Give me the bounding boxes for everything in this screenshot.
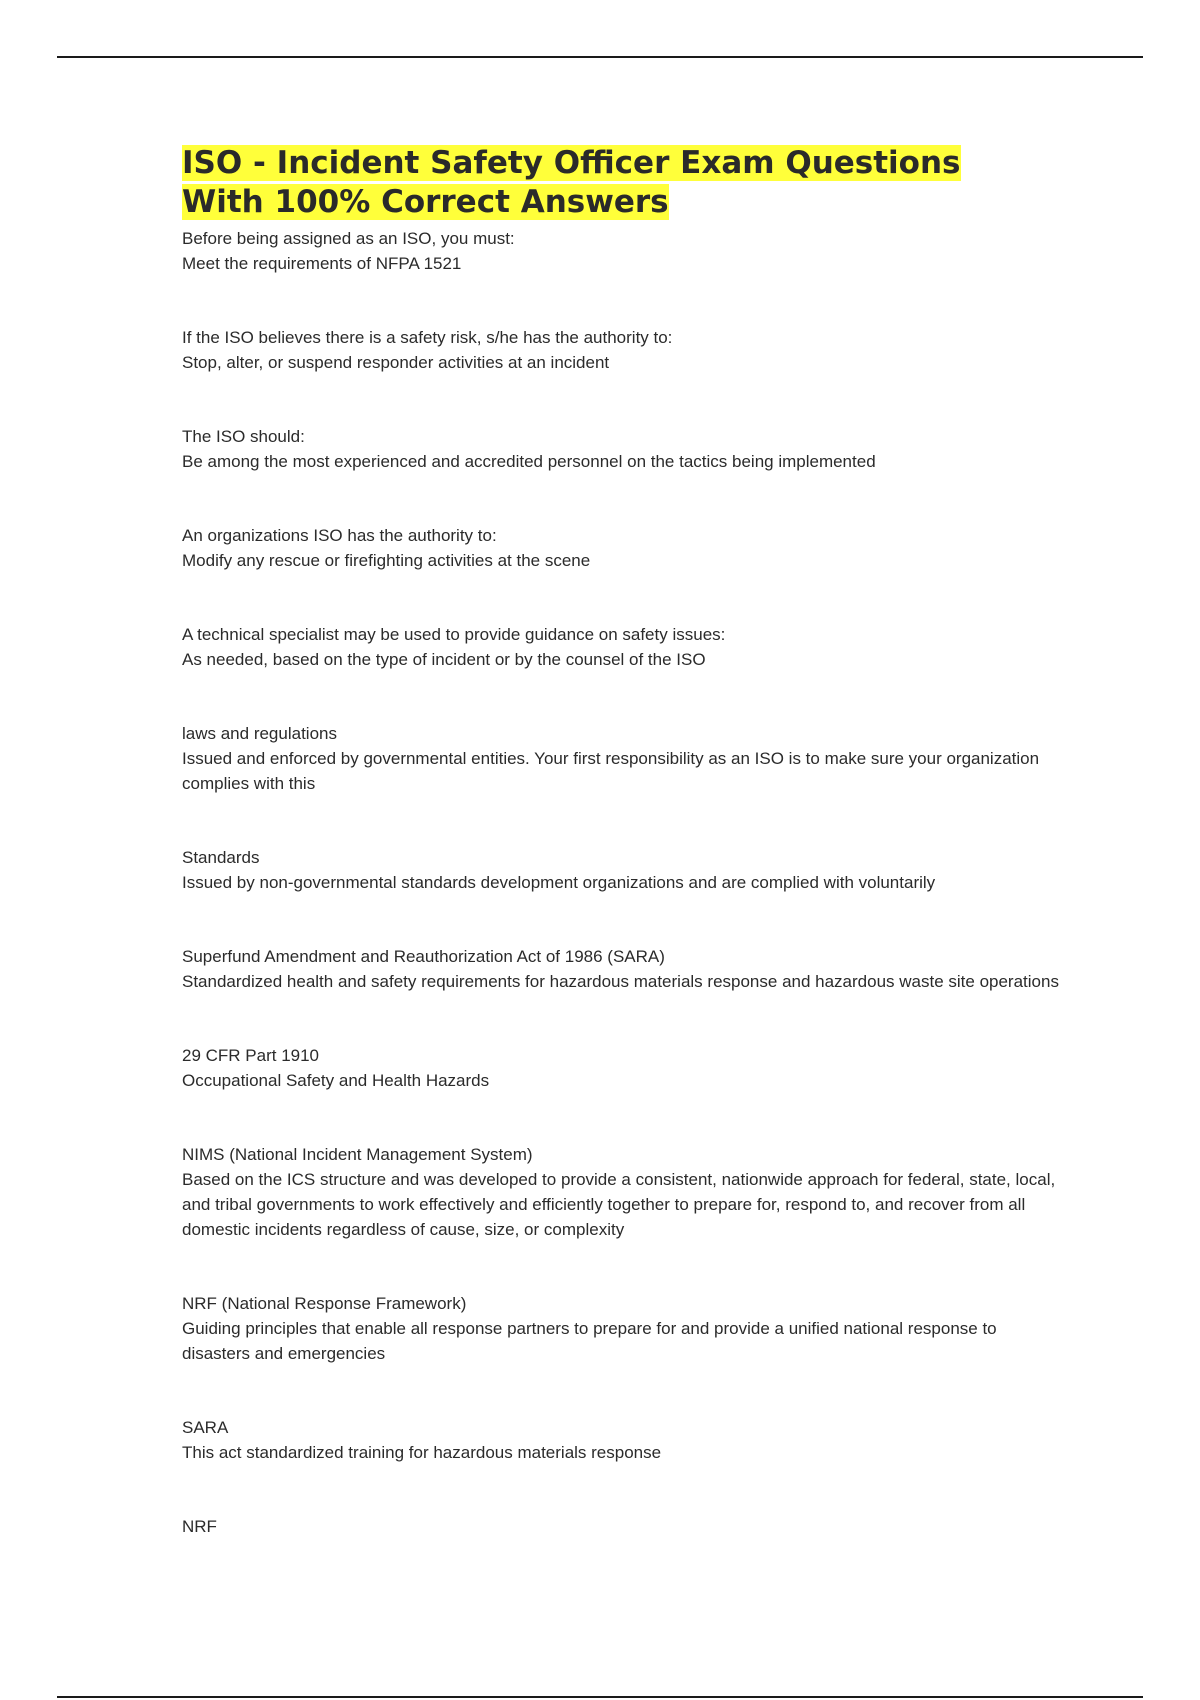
answer-text: Standardized health and safety requirements for hazardous materials response and hazardous waste site operations xyxy=(182,972,1059,991)
qa-item xyxy=(182,1291,1062,1366)
qa-item xyxy=(182,845,1062,895)
qa-item xyxy=(182,721,1062,796)
qa-item xyxy=(182,1415,1062,1465)
answer-text: Issued and enforced by governmental entities. Your first responsibility as an ISO is to make sure your organization complies with this xyxy=(182,749,1040,793)
question-text: The ISO should: xyxy=(182,427,305,446)
question-text: SARA xyxy=(182,1418,229,1437)
answer-text: Issued by non-governmental standards development organizations and are complied with voluntarily xyxy=(182,873,936,892)
qa-item xyxy=(182,944,1062,994)
answer-text: Modify any rescue or firefighting activities at the scene xyxy=(182,551,591,570)
qa-item xyxy=(182,1514,1062,1539)
question-text: Standards xyxy=(182,848,260,867)
question-text: If the ISO believes there is a safety risk, s/he has the authority to: xyxy=(182,328,673,347)
document-title xyxy=(182,144,1062,222)
header-rule xyxy=(57,56,1143,58)
title-line-2: With 100% Correct Answers xyxy=(182,184,669,220)
answer-text: As needed, based on the type of incident or by the counsel of the ISO xyxy=(182,650,706,669)
qa-item xyxy=(182,523,1062,573)
question-text: NRF (National Response Framework) xyxy=(182,1294,467,1313)
question-text: A technical specialist may be used to provide guidance on safety issues: xyxy=(182,625,726,644)
answer-text: Meet the requirements of NFPA 1521 xyxy=(182,254,462,273)
question-text: NRF xyxy=(182,1517,217,1536)
qa-item xyxy=(182,226,1062,276)
answer-text: Occupational Safety and Health Hazards xyxy=(182,1071,490,1090)
answer-text: Stop, alter, or suspend responder activities at an incident xyxy=(182,353,610,372)
qa-item xyxy=(182,1043,1062,1093)
qa-item xyxy=(182,622,1062,672)
question-text: laws and regulations xyxy=(182,724,337,743)
question-text: 29 CFR Part 1910 xyxy=(182,1046,320,1065)
document-body xyxy=(182,144,1062,1588)
title-line-1: ISO - Incident Safety Officer Exam Questions xyxy=(182,145,961,181)
answer-text: This act standardized training for hazardous materials response xyxy=(182,1443,662,1462)
question-text: NIMS (National Incident Management System) xyxy=(182,1145,533,1164)
footer-rule xyxy=(57,1696,1143,1698)
answer-text: Be among the most experienced and accredited personnel on the tactics being implemented xyxy=(182,452,876,471)
qa-item xyxy=(182,325,1062,375)
question-text: Before being assigned as an ISO, you must: xyxy=(182,229,515,248)
question-text: An organizations ISO has the authority to: xyxy=(182,526,497,545)
qa-item xyxy=(182,1142,1062,1242)
answer-text: Guiding principles that enable all response partners to prepare for and provide a unified national response to disasters and emergencies xyxy=(182,1319,997,1363)
qa-item xyxy=(182,424,1062,474)
question-text: Superfund Amendment and Reauthorization Act of 1986 (SARA) xyxy=(182,947,665,966)
answer-text: Based on the ICS structure and was developed to provide a consistent, nationwide approach for federal, state, local, and tribal governments to work effectively and efficiently together to prepare for, respond to, and recover from all domestic incidents regardless of cause, size, or complexity xyxy=(182,1170,1056,1239)
